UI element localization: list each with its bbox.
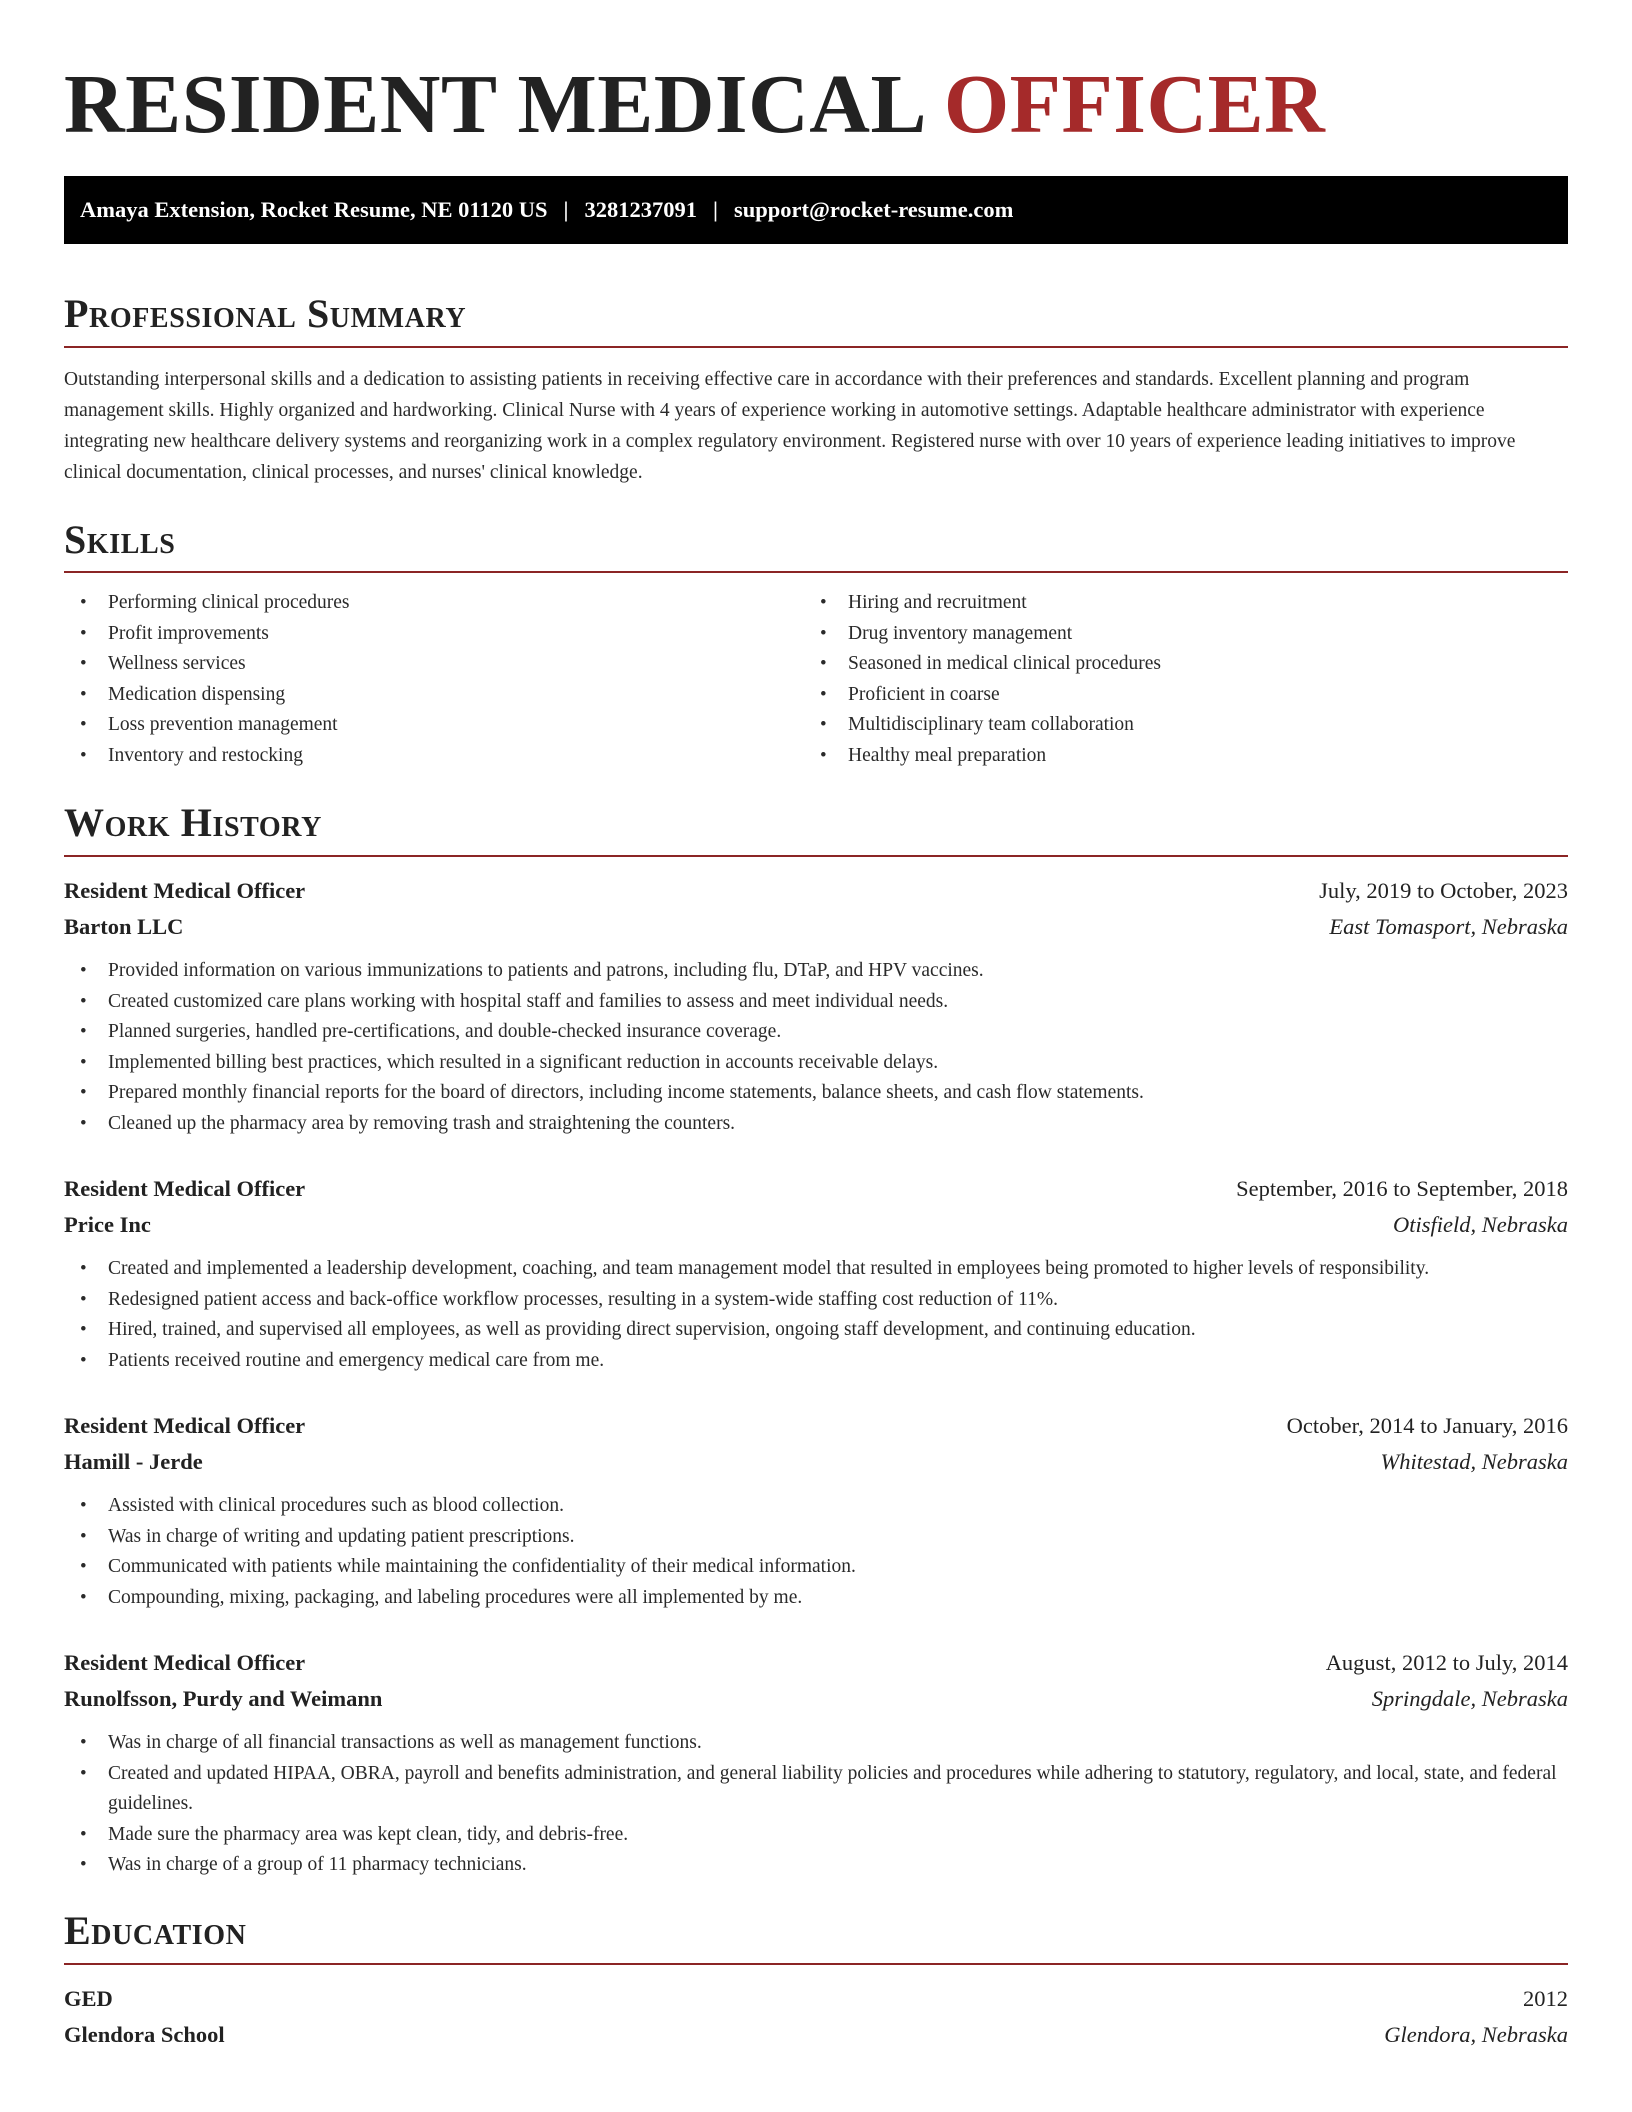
job-bullet: • Patients received routine and emergency medical care from me. bbox=[64, 1346, 1568, 1377]
job-entry bbox=[64, 873, 1568, 1139]
section-divider bbox=[64, 346, 1568, 348]
job-location: Springdale, Nebraska bbox=[1371, 1686, 1568, 1711]
skill-item: • Wellness services bbox=[64, 649, 804, 680]
education-header-row bbox=[64, 1981, 1568, 2017]
job-bullet: • Redesigned patient access and back-office workflow processes, resulting in a system-wide staffing cost reduction of 11%. bbox=[64, 1285, 1568, 1316]
skill-item: • Profit improvements bbox=[64, 619, 804, 650]
job-header-row bbox=[64, 1171, 1568, 1207]
summary-text: Outstanding interpersonal skills and a dedication to assisting patients in receiving effective care in accordance with their preferences and standards. Excellent planning and program management skills. Highly organized and hardworking. Clinical Nurse with 4 years of experience working in automotive settings. Adaptable healthcare administrator with experience integrating new healthcare delivery systems and reorganizing work in a complex regulatory environment. Registered nurse with over 10 years of experience leading initiatives to improve clinical documentation, clinical processes, and nurses' clinical knowledge. bbox=[64, 369, 1516, 483]
job-company: Runolfsson, Purdy and Weimann bbox=[64, 1686, 383, 1711]
skill-item: • Drug inventory management bbox=[804, 619, 1544, 650]
job-bullet: • Prepared monthly financial reports for the board of directors, including income statements, balance sheets, and cash flow statements. bbox=[64, 1078, 1568, 1109]
skill-item: • Seasoned in medical clinical procedures bbox=[804, 649, 1544, 680]
name-accent: OFFICER bbox=[943, 58, 1326, 151]
skill-item: • Multidisciplinary team collaboration bbox=[804, 710, 1544, 741]
skills-column-left bbox=[64, 588, 804, 771]
skill-item: • Loss prevention management bbox=[64, 710, 804, 741]
job-company-row bbox=[64, 1444, 1568, 1480]
job-company: Hamill - Jerde bbox=[64, 1449, 203, 1474]
job-bullet: • Compounding, mixing, packaging, and labeling procedures were all implemented by me. bbox=[64, 1583, 1568, 1614]
education-location: Glendora, Nebraska bbox=[1384, 2021, 1568, 2047]
job-bullet: • Provided information on various immunizations to patients and patrons, including flu, DTaP, and HPV vaccines. bbox=[64, 956, 1568, 987]
job-bullet: • Cleaned up the pharmacy area by removing trash and straightening the counters. bbox=[64, 1109, 1568, 1140]
skill-item: • Healthy meal preparation bbox=[804, 741, 1544, 772]
education-degree: GED bbox=[64, 1985, 113, 2011]
job-location: Whitestad, Nebraska bbox=[1380, 1449, 1568, 1474]
contact-address: Amaya Extension, Rocket Resume, NE 01120 US bbox=[80, 197, 548, 222]
job-header-row bbox=[64, 1645, 1568, 1681]
work-history-heading: Work History bbox=[64, 800, 322, 845]
job-title: Resident Medical Officer bbox=[64, 1650, 306, 1675]
job-title: Resident Medical Officer bbox=[64, 1176, 306, 1201]
job-entry bbox=[64, 1408, 1568, 1613]
job-header-row bbox=[64, 1408, 1568, 1444]
job-company-row bbox=[64, 1681, 1568, 1717]
job-bullets bbox=[64, 1728, 1568, 1881]
skill-item: • Proficient in coarse bbox=[804, 680, 1544, 711]
job-header-row bbox=[64, 873, 1568, 909]
job-bullet: • Made sure the pharmacy area was kept clean, tidy, and debris-free. bbox=[64, 1820, 1568, 1851]
job-bullet: • Was in charge of all financial transactions as well as management functions. bbox=[64, 1728, 1568, 1759]
skill-item: • Hiring and recruitment bbox=[804, 588, 1544, 619]
job-title: Resident Medical Officer bbox=[64, 1413, 306, 1438]
job-entry bbox=[64, 1171, 1568, 1376]
job-location: East Tomasport, Nebraska bbox=[1329, 914, 1568, 939]
contact-separator: | bbox=[563, 197, 569, 222]
education-year: 2012 bbox=[1523, 1985, 1568, 2011]
job-bullet: • Created customized care plans working with hospital staff and families to assess and meet individual needs. bbox=[64, 987, 1568, 1018]
job-bullet: • Was in charge of a group of 11 pharmacy technicians. bbox=[64, 1850, 1568, 1881]
job-entry bbox=[64, 1645, 1568, 1881]
job-bullet: • Implemented billing best practices, which resulted in a significant reduction in accounts receivable delays. bbox=[64, 1048, 1568, 1079]
contact-email: support@rocket-resume.com bbox=[733, 197, 1014, 222]
summary-heading: Professional Summary bbox=[64, 291, 467, 336]
job-dates: September, 2016 to September, 2018 bbox=[1236, 1176, 1568, 1201]
job-bullet: • Created and updated HIPAA, OBRA, payroll and benefits administration, and general liability policies and procedures while adhering to statutory, regulatory, and local, state, and federal guidelines. bbox=[64, 1759, 1568, 1820]
skill-item: • Performing clinical procedures bbox=[64, 588, 804, 619]
contact-phone: 3281237091 bbox=[584, 197, 697, 222]
job-bullet: • Was in charge of writing and updating patient prescriptions. bbox=[64, 1522, 1568, 1553]
job-bullets bbox=[64, 956, 1568, 1139]
job-company-row bbox=[64, 909, 1568, 945]
job-bullet: • Assisted with clinical procedures such as blood collection. bbox=[64, 1491, 1568, 1522]
section-divider bbox=[64, 1963, 1568, 1965]
job-bullet: • Planned surgeries, handled pre-certifications, and double-checked insurance coverage. bbox=[64, 1017, 1568, 1048]
education-entry bbox=[64, 1981, 1568, 2053]
job-bullets bbox=[64, 1491, 1568, 1613]
skills-list bbox=[64, 588, 1568, 771]
job-company: Barton LLC bbox=[64, 914, 184, 939]
job-dates: July, 2019 to October, 2023 bbox=[1319, 878, 1568, 903]
education-heading: Education bbox=[64, 1907, 247, 1953]
job-bullet: • Created and implemented a leadership development, coaching, and team management model that resulted in employees being promoted to higher levels of responsibility. bbox=[64, 1254, 1568, 1285]
job-location: Otisfield, Nebraska bbox=[1393, 1212, 1568, 1237]
job-title: Resident Medical Officer bbox=[64, 878, 306, 903]
job-dates: August, 2012 to July, 2014 bbox=[1325, 1650, 1568, 1675]
section-divider bbox=[64, 571, 1568, 573]
job-bullet: • Hired, trained, and supervised all employees, as well as providing direct supervision, ongoing staff development, and continuing education. bbox=[64, 1315, 1568, 1346]
contact-separator: | bbox=[712, 197, 718, 222]
skill-item: • Medication dispensing bbox=[64, 680, 804, 711]
skills-column-right bbox=[804, 588, 1544, 771]
job-bullet: • Communicated with patients while maintaining the confidentiality of their medical information. bbox=[64, 1552, 1568, 1583]
job-dates: October, 2014 to January, 2016 bbox=[1286, 1413, 1568, 1438]
education-school: Glendora School bbox=[64, 2021, 225, 2047]
job-company: Price Inc bbox=[64, 1212, 151, 1237]
section-divider bbox=[64, 855, 1568, 857]
skills-heading: Skills bbox=[64, 517, 176, 562]
education-school-row bbox=[64, 2017, 1568, 2053]
resume-name bbox=[64, 0, 1568, 153]
job-bullets bbox=[64, 1254, 1568, 1376]
contact-bar bbox=[64, 176, 1568, 244]
job-company-row bbox=[64, 1207, 1568, 1243]
skill-item: • Inventory and restocking bbox=[64, 741, 804, 772]
name-main: RESIDENT MEDICAL bbox=[64, 58, 923, 151]
